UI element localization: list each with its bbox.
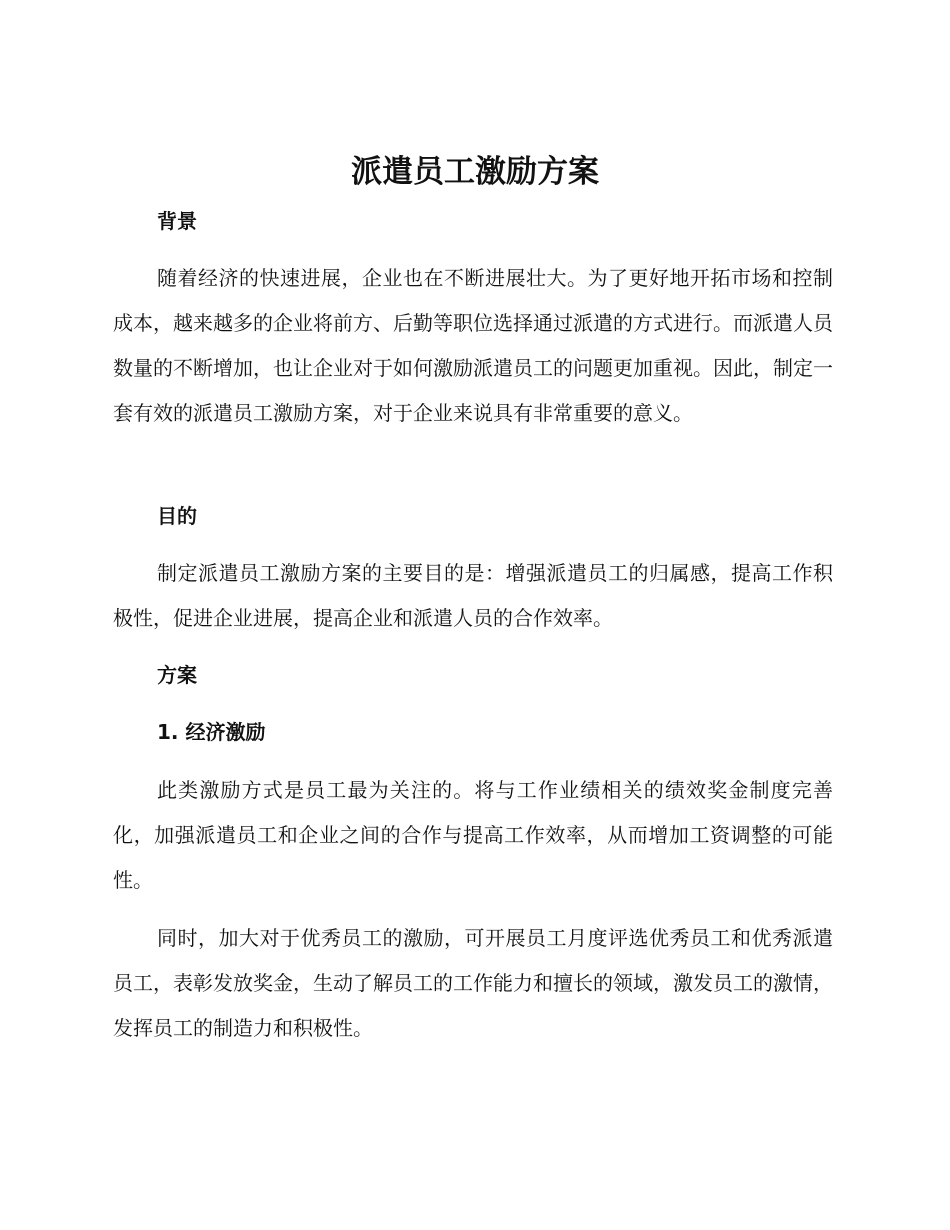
section-heading-goal: 目的 [157, 504, 197, 528]
section-heading-background: 背景 [157, 209, 197, 233]
section-heading-plan: 方案 [157, 663, 197, 687]
paragraph-economic-1: 此类激励方式是员工最为关注的。将与工作业绩相关的绩效奖金制度完善化，加强派遣员工和企业之间的合作与提高工作效率，从而增加工资调整的可能性。 [113, 778, 833, 892]
paragraph-goal: 制定派遣员工激励方案的主要目的是：增强派遣员工的归属感，提高工作积极性，促进企业进展，提高企业和派遣人员的合作效率。 [113, 561, 833, 630]
subsection-heading-economic-incentive: 1. 经济激励 [157, 720, 266, 744]
paragraph-economic-2: 同时，加大对于优秀员工的激励，可开展员工月度评选优秀员工和优秀派遣员工，表彰发放奖金，生动了解员工的工作能力和擅长的领域，激发员工的激情，发挥员工的制造力和积极性。 [113, 926, 833, 1040]
page-title: 派遣员工激励方案 [351, 154, 599, 190]
paragraph-background: 随着经济的快速进展，企业也在不断进展壮大。为了更好地开拓市场和控制成本，越来越多的企业将前方、后勤等职位选择通过派遣的方式进行。而派遣人员数量的不断增加，也让企业对于如何激励派遣员工的问题更加重视。因此，制定一套有效的派遣员工激励方案，对于企业来说具有非常重要的意义。 [113, 266, 833, 425]
